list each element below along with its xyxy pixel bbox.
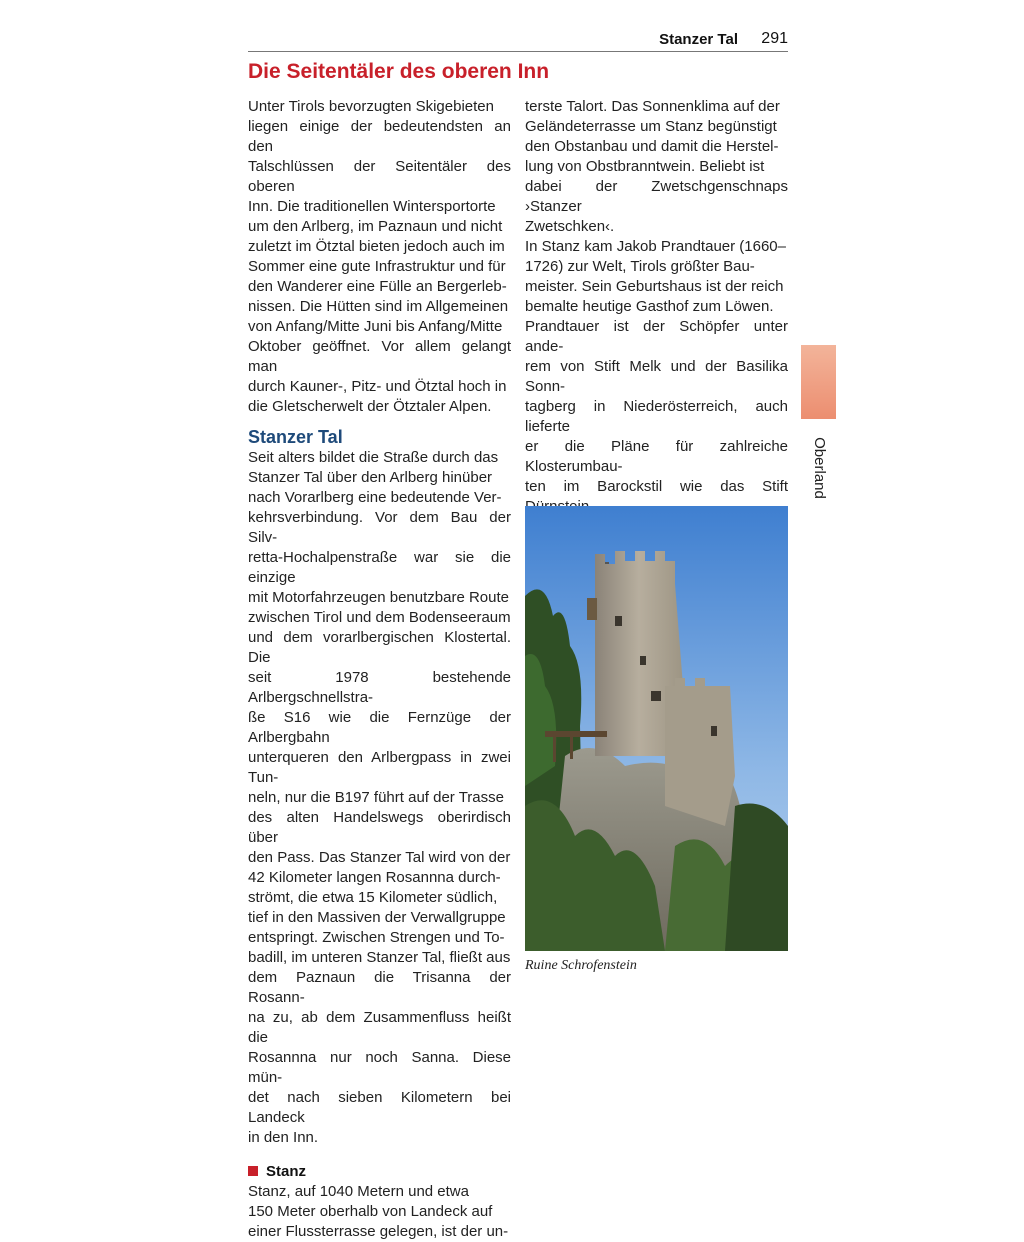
side-tab-marker (801, 345, 836, 419)
castle-photo (525, 506, 788, 951)
chapter-title: Die Seitentäler des oberen Inn (248, 60, 550, 83)
bullet-square-icon (248, 1166, 258, 1176)
intro-paragraph: Unter Tirols bevorzugten Skigebieten liegen einige der bedeutendsten an den Talschlüssen der Seitentäler des oberen Inn. Die traditionellen Wintersportorte um den Arlberg, im Paznaun und nicht zuletzt im Ötztal bieten jedoch auch im Sommer eine gute Infrastruktur und für den Wanderer eine Fülle an Bergerleb- nissen. Die Hütten sind im Allgemeinen von Anfang/Mitte Juni bis Anfang/Mitte Oktober geöffnet. Vor allem gelangt man durch Kauner-, Pitz- und Ötztal hoch in die Gletscherwelt der Ötztaler Alpen. (248, 98, 511, 415)
section-heading-stanzer-tal: Stanzer Tal (248, 427, 343, 447)
place-heading-stanz: Stanz (248, 1162, 511, 1182)
prandtauer-paragraph: In Stanz kam Jakob Prandtauer (1660– 1726) zur Welt, Tirols größter Bau- meister. Sein Geburtshaus ist der reich bemalte heutige Gasthof zum Löwen. Prandtauer ist der Schöpfer unter ande- rem von Stift Melk und der Basilika Sonn- tagberg in Niederösterreich, auch lieferte er die Pläne für zahlreiche Klosterumbau- ten im Barockstil wie das Stift (525, 238, 788, 495)
left-column (248, 97, 511, 1242)
page-number: 291 (761, 30, 788, 47)
stanz-paragraph: Stanz, auf 1040 Metern und etwa 150 Meter oberhalb von Landeck auf einer Flussterrasse gelegen, ist der un- (248, 1183, 509, 1240)
photo-caption: Ruine Schrofenstein (525, 958, 637, 973)
running-header (248, 29, 788, 52)
side-tab-label: Oberland (811, 437, 828, 499)
stanz-continued-paragraph: terste Talort. Das Sonnenklima auf der Geländeterrasse um Stanz begünstigt den Obstanbau und damit die Herstel- lung von Obstbranntwein. Beliebt ist dabei der Zwetschgenschnaps ›Stanzer Zwetschken‹. (525, 98, 788, 235)
stanzer-tal-paragraph: Seit alters bildet die Straße durch das Stanzer Tal über den Arlberg hinüber nach Vorarlberg eine bedeutende Ver- kehrsverbindung. Vor dem Bau der Silv- retta-Hochalpenstraße war sie die einzige mit Motorfahrzeugen benutzbare Route zwischen Tirol und dem Bodenseeraum und dem vorarlbergischen Klostertal. Die seit 1978 bestehende Arlbergschnellstra- ße S16 wie die Fernzüge der Arlbergbahn unterqueren den Arlbergpass in zwei Tun- neln, nur die B197 führt auf der Trasse des alten Handelswegs oberirdisch über den Pass. Das Stanzer Tal wird von der 42 Kilometer langen Rosannna durch- strömt, die etwa 15 Kilometer südlich, tief in den Massiven der Verwallgruppe entspringt. Zwischen Strengen und To- badill, im unteren Stanzer Tal, fließt aus dem Paznaun die Trisanna der Rosann- na zu, ab dem Zusammenfluss heißt die Rosannna nur noch Sanna. Diese mün- det nach sieben Kilometern bei Landeck in den Inn. (248, 449, 511, 1146)
header-section-title: Stanzer Tal (659, 31, 738, 48)
